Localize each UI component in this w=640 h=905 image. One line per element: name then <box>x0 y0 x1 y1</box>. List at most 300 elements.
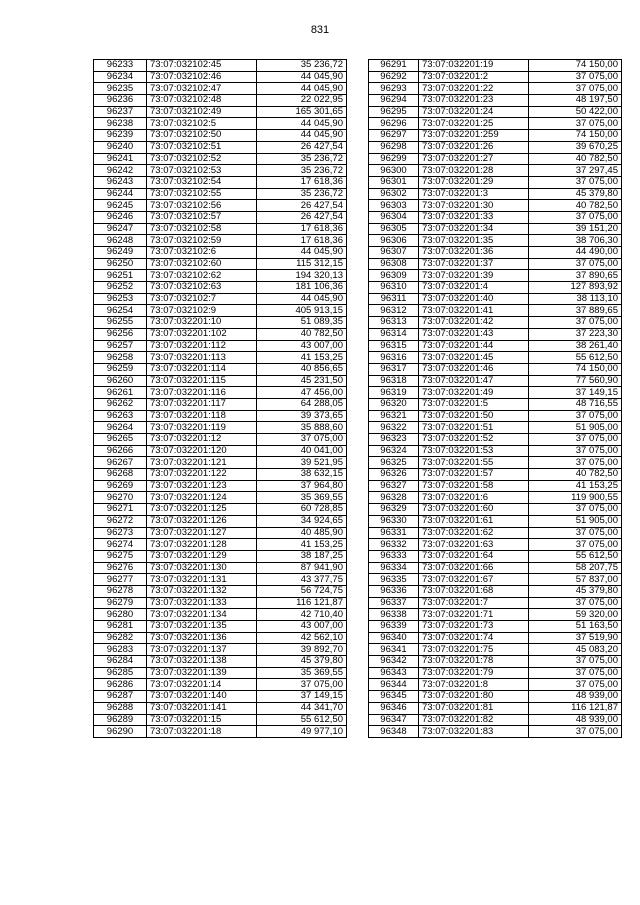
cadastral-number-cell: 73:07:032201:63 <box>419 539 529 551</box>
row-number-cell: 96237 <box>94 106 147 118</box>
amount-cell: 37 075,00 <box>529 539 622 551</box>
row-number-cell: 96300 <box>369 165 419 177</box>
table-row <box>369 597 622 609</box>
amount-cell: 39 892,70 <box>257 644 347 656</box>
row-number-cell: 96324 <box>369 445 419 457</box>
amount-cell: 37 149,15 <box>529 387 622 399</box>
cadastral-number-cell: 73:07:032201:44 <box>419 340 529 352</box>
cadastral-number-cell: 73:07:032201:117 <box>147 398 257 410</box>
amount-cell: 26 427,54 <box>257 200 347 212</box>
table-row <box>94 235 347 247</box>
amount-cell: 38 261,40 <box>529 340 622 352</box>
amount-cell: 44 045,90 <box>257 118 347 130</box>
amount-cell: 50 422,00 <box>529 106 622 118</box>
cadastral-number-cell: 73:07:032201:114 <box>147 363 257 375</box>
row-number-cell: 96330 <box>369 515 419 527</box>
cadastral-number-cell: 73:07:032102:57 <box>147 211 257 223</box>
amount-cell: 40 782,50 <box>529 469 622 481</box>
amount-cell: 38 706,30 <box>529 235 622 247</box>
cadastral-number-cell: 73:07:032201:52 <box>419 434 529 446</box>
cadastral-number-cell: 73:07:032102:51 <box>147 141 257 153</box>
cadastral-number-cell: 73:07:032201:43 <box>419 328 529 340</box>
table-row <box>94 644 347 656</box>
cadastral-number-cell: 73:07:032201:66 <box>419 562 529 574</box>
table-row <box>94 200 347 212</box>
cadastral-number-cell: 73:07:032102:45 <box>147 60 257 72</box>
cadastral-number-cell: 73:07:032102:52 <box>147 153 257 165</box>
table-row <box>369 691 622 703</box>
row-number-cell: 96247 <box>94 223 147 235</box>
cadastral-number-cell: 73:07:032201:74 <box>419 632 529 644</box>
amount-cell: 119 900,55 <box>529 492 622 504</box>
table-row <box>94 480 347 492</box>
table-row <box>369 387 622 399</box>
row-number-cell: 96259 <box>94 363 147 375</box>
cadastral-number-cell: 73:07:032201:79 <box>419 667 529 679</box>
cadastral-number-cell: 73:07:032102:7 <box>147 293 257 305</box>
row-number-cell: 96321 <box>369 410 419 422</box>
amount-cell: 165 301,65 <box>257 106 347 118</box>
row-number-cell: 96252 <box>94 282 147 294</box>
row-number-cell: 96339 <box>369 621 419 633</box>
row-number-cell: 96286 <box>94 679 147 691</box>
row-number-cell: 96263 <box>94 410 147 422</box>
amount-cell: 77 560,90 <box>529 375 622 387</box>
amount-cell: 40 041,00 <box>257 445 347 457</box>
table-row <box>94 679 347 691</box>
page-number: 831 <box>310 24 330 36</box>
amount-cell: 38 113,10 <box>529 293 622 305</box>
amount-cell: 22 022,95 <box>257 95 347 107</box>
table-row <box>369 188 622 200</box>
row-number-cell: 96258 <box>94 352 147 364</box>
amount-cell: 40 782,50 <box>529 200 622 212</box>
amount-cell: 38 187,25 <box>257 550 347 562</box>
cadastral-number-cell: 73:07:032201:113 <box>147 352 257 364</box>
amount-cell: 64 288,05 <box>257 398 347 410</box>
amount-cell: 37 075,00 <box>257 434 347 446</box>
table-row <box>369 469 622 481</box>
row-number-cell: 96345 <box>369 691 419 703</box>
table-row <box>94 340 347 352</box>
table-row <box>369 726 622 738</box>
table-row <box>369 422 622 434</box>
row-number-cell: 96245 <box>94 200 147 212</box>
row-number-cell: 96279 <box>94 597 147 609</box>
table-row <box>369 527 622 539</box>
table-row <box>369 574 622 586</box>
cadastral-number-cell: 73:07:032102:56 <box>147 200 257 212</box>
row-number-cell: 96338 <box>369 609 419 621</box>
table-row <box>369 398 622 410</box>
table-row <box>369 352 622 364</box>
table-row <box>94 714 347 726</box>
amount-cell: 37 075,00 <box>257 679 347 691</box>
cadastral-number-cell: 73:07:032201:62 <box>419 527 529 539</box>
table-row <box>94 656 347 668</box>
row-number-cell: 96323 <box>369 434 419 446</box>
cadastral-number-cell: 73:07:032201:137 <box>147 644 257 656</box>
amount-cell: 37 075,00 <box>529 679 622 691</box>
table-row <box>94 492 347 504</box>
table-row <box>369 258 622 270</box>
cadastral-number-cell: 73:07:032201:25 <box>419 118 529 130</box>
table-row <box>369 445 622 457</box>
amount-cell: 44 045,90 <box>257 130 347 142</box>
amount-cell: 51 905,00 <box>529 422 622 434</box>
cadastral-number-cell: 73:07:032201:39 <box>419 270 529 282</box>
cadastral-number-cell: 73:07:032201:4 <box>419 282 529 294</box>
cadastral-number-cell: 73:07:032201:50 <box>419 410 529 422</box>
row-number-cell: 96275 <box>94 550 147 562</box>
amount-cell: 40 782,50 <box>257 328 347 340</box>
amount-cell: 44 045,90 <box>257 71 347 83</box>
amount-cell: 37 075,00 <box>529 71 622 83</box>
amount-cell: 405 913,15 <box>257 305 347 317</box>
table-row <box>94 574 347 586</box>
table-row <box>94 118 347 130</box>
cadastral-number-cell: 73:07:032201:71 <box>419 609 529 621</box>
cadastral-number-cell: 73:07:032201:36 <box>419 247 529 259</box>
amount-cell: 39 670,25 <box>529 141 622 153</box>
amount-cell: 37 075,00 <box>529 176 622 188</box>
table-row <box>369 667 622 679</box>
table-row <box>369 223 622 235</box>
row-number-cell: 96260 <box>94 375 147 387</box>
cadastral-number-cell: 73:07:032201:61 <box>419 515 529 527</box>
cadastral-number-cell: 73:07:032201:135 <box>147 621 257 633</box>
amount-cell: 37 075,00 <box>529 504 622 516</box>
row-number-cell: 96249 <box>94 247 147 259</box>
cadastral-number-cell: 73:07:032201:73 <box>419 621 529 633</box>
cadastral-number-cell: 73:07:032201:139 <box>147 667 257 679</box>
row-number-cell: 96318 <box>369 375 419 387</box>
row-number-cell: 96340 <box>369 632 419 644</box>
table-row <box>94 293 347 305</box>
cadastral-number-cell: 73:07:032201:28 <box>419 165 529 177</box>
amount-cell: 45 379,80 <box>257 656 347 668</box>
table-row <box>94 609 347 621</box>
row-number-cell: 96281 <box>94 621 147 633</box>
amount-cell: 116 121,87 <box>257 597 347 609</box>
row-number-cell: 96327 <box>369 480 419 492</box>
amount-cell: 51 089,35 <box>257 317 347 329</box>
table-row <box>369 410 622 422</box>
row-number-cell: 96303 <box>369 200 419 212</box>
cadastral-number-cell: 73:07:032201:15 <box>147 714 257 726</box>
row-number-cell: 96283 <box>94 644 147 656</box>
cadastral-number-cell: 73:07:032102:60 <box>147 258 257 270</box>
table-row <box>369 375 622 387</box>
cadastral-number-cell: 73:07:032102:54 <box>147 176 257 188</box>
row-number-cell: 96267 <box>94 457 147 469</box>
amount-cell: 115 312,15 <box>257 258 347 270</box>
cadastral-number-cell: 73:07:032201:60 <box>419 504 529 516</box>
table-row <box>369 165 622 177</box>
table-row <box>369 480 622 492</box>
row-number-cell: 96328 <box>369 492 419 504</box>
amount-cell: 43 007,00 <box>257 621 347 633</box>
cadastral-number-cell: 73:07:032102:62 <box>147 270 257 282</box>
table-row <box>94 60 347 72</box>
table-row <box>94 562 347 574</box>
cadastral-number-cell: 73:07:032201:35 <box>419 235 529 247</box>
row-number-cell: 96255 <box>94 317 147 329</box>
row-number-cell: 96309 <box>369 270 419 282</box>
row-number-cell: 96276 <box>94 562 147 574</box>
amount-cell: 35 369,55 <box>257 492 347 504</box>
table-row <box>369 118 622 130</box>
table-row <box>94 153 347 165</box>
row-number-cell: 96310 <box>369 282 419 294</box>
cadastral-number-cell: 73:07:032201:46 <box>419 363 529 375</box>
amount-cell: 45 379,80 <box>529 585 622 597</box>
row-number-cell: 96296 <box>369 118 419 130</box>
table-row <box>94 71 347 83</box>
table-row <box>369 539 622 551</box>
cadastral-number-cell: 73:07:032102:63 <box>147 282 257 294</box>
table-row <box>369 632 622 644</box>
amount-cell: 74 150,00 <box>529 363 622 375</box>
table-row <box>369 282 622 294</box>
amount-cell: 35 888,60 <box>257 422 347 434</box>
amount-cell: 42 710,40 <box>257 609 347 621</box>
table-row <box>369 270 622 282</box>
amount-cell: 34 924,65 <box>257 515 347 527</box>
table-row <box>369 176 622 188</box>
amount-cell: 56 724,75 <box>257 585 347 597</box>
cadastral-number-cell: 73:07:032201:75 <box>419 644 529 656</box>
amount-cell: 37 075,00 <box>529 258 622 270</box>
row-number-cell: 96246 <box>94 211 147 223</box>
table-row <box>94 702 347 714</box>
cadastral-number-cell: 73:07:032102:49 <box>147 106 257 118</box>
row-number-cell: 96307 <box>369 247 419 259</box>
cadastral-number-cell: 73:07:032102:50 <box>147 130 257 142</box>
amount-cell: 41 153,25 <box>257 352 347 364</box>
table-row <box>94 422 347 434</box>
row-number-cell: 96284 <box>94 656 147 668</box>
table-row <box>369 363 622 375</box>
cadastral-number-cell: 73:07:032201:140 <box>147 691 257 703</box>
row-number-cell: 96250 <box>94 258 147 270</box>
table-row <box>94 585 347 597</box>
table-row <box>94 469 347 481</box>
table-row <box>369 515 622 527</box>
cadastral-number-cell: 73:07:032201:115 <box>147 375 257 387</box>
cadastral-number-cell: 73:07:032201:132 <box>147 585 257 597</box>
cadastral-number-cell: 73:07:032201:138 <box>147 656 257 668</box>
row-number-cell: 96236 <box>94 95 147 107</box>
row-number-cell: 96320 <box>369 398 419 410</box>
table-row <box>94 375 347 387</box>
row-number-cell: 96297 <box>369 130 419 142</box>
cadastral-number-cell: 73:07:032201:136 <box>147 632 257 644</box>
row-number-cell: 96268 <box>94 469 147 481</box>
cadastral-number-cell: 73:07:032201:102 <box>147 328 257 340</box>
table-row <box>369 328 622 340</box>
table-row <box>94 176 347 188</box>
cadastral-number-cell: 73:07:032201:123 <box>147 480 257 492</box>
table-row <box>94 550 347 562</box>
amount-cell: 51 905,00 <box>529 515 622 527</box>
cadastral-number-cell: 73:07:032102:46 <box>147 71 257 83</box>
table-row <box>94 95 347 107</box>
amount-cell: 37 297,45 <box>529 165 622 177</box>
cadastral-number-cell: 73:07:032102:48 <box>147 95 257 107</box>
row-number-cell: 96316 <box>369 352 419 364</box>
table-row <box>94 527 347 539</box>
cadastral-number-cell: 73:07:032201:130 <box>147 562 257 574</box>
amount-cell: 17 618,36 <box>257 223 347 235</box>
amount-cell: 37 075,00 <box>529 457 622 469</box>
row-number-cell: 96289 <box>94 714 147 726</box>
table-row <box>369 305 622 317</box>
table-row <box>369 714 622 726</box>
amount-cell: 48 197,50 <box>529 95 622 107</box>
row-number-cell: 96346 <box>369 702 419 714</box>
amount-cell: 44 045,90 <box>257 293 347 305</box>
amount-cell: 17 618,36 <box>257 235 347 247</box>
row-number-cell: 96239 <box>94 130 147 142</box>
row-number-cell: 96331 <box>369 527 419 539</box>
table-row <box>369 200 622 212</box>
amount-cell: 44 490,00 <box>529 247 622 259</box>
table-row <box>369 656 622 668</box>
cadastral-number-cell: 73:07:032201:23 <box>419 95 529 107</box>
table-row <box>94 258 347 270</box>
table-row <box>94 270 347 282</box>
row-number-cell: 96251 <box>94 270 147 282</box>
cadastral-number-cell: 73:07:032201:119 <box>147 422 257 434</box>
cadastral-number-cell: 73:07:032201:27 <box>419 153 529 165</box>
row-number-cell: 96266 <box>94 445 147 457</box>
amount-cell: 37 075,00 <box>529 434 622 446</box>
amount-cell: 43 377,75 <box>257 574 347 586</box>
table-row <box>94 457 347 469</box>
amount-cell: 57 837,00 <box>529 574 622 586</box>
cadastral-number-cell: 73:07:032201:33 <box>419 211 529 223</box>
amount-cell: 74 150,00 <box>529 60 622 72</box>
amount-cell: 35 236,72 <box>257 165 347 177</box>
cadastral-number-cell: 73:07:032201:8 <box>419 679 529 691</box>
row-number-cell: 96264 <box>94 422 147 434</box>
row-number-cell: 96302 <box>369 188 419 200</box>
cadastral-number-cell: 73:07:032201:122 <box>147 469 257 481</box>
amount-cell: 37 075,00 <box>529 317 622 329</box>
table-row <box>94 211 347 223</box>
amount-cell: 38 632,15 <box>257 469 347 481</box>
amount-cell: 45 379,80 <box>529 188 622 200</box>
row-number-cell: 96341 <box>369 644 419 656</box>
row-number-cell: 96337 <box>369 597 419 609</box>
row-number-cell: 96294 <box>369 95 419 107</box>
cadastral-number-cell: 73:07:032201:126 <box>147 515 257 527</box>
cadastral-number-cell: 73:07:032201:3 <box>419 188 529 200</box>
amount-cell: 74 150,00 <box>529 130 622 142</box>
right-table <box>368 59 622 738</box>
cadastral-number-cell: 73:07:032201:10 <box>147 317 257 329</box>
row-number-cell: 96244 <box>94 188 147 200</box>
amount-cell: 37 075,00 <box>529 656 622 668</box>
row-number-cell: 96291 <box>369 60 419 72</box>
cadastral-number-cell: 73:07:032201:259 <box>419 130 529 142</box>
amount-cell: 44 341,70 <box>257 702 347 714</box>
amount-cell: 40 485,90 <box>257 527 347 539</box>
row-number-cell: 96311 <box>369 293 419 305</box>
cadastral-number-cell: 73:07:032201:47 <box>419 375 529 387</box>
amount-cell: 37 075,00 <box>529 445 622 457</box>
row-number-cell: 96235 <box>94 83 147 95</box>
cadastral-number-cell: 73:07:032201:134 <box>147 609 257 621</box>
table-row <box>369 141 622 153</box>
row-number-cell: 96248 <box>94 235 147 247</box>
row-number-cell: 96305 <box>369 223 419 235</box>
row-number-cell: 96243 <box>94 176 147 188</box>
row-number-cell: 96273 <box>94 527 147 539</box>
cadastral-number-cell: 73:07:032201:5 <box>419 398 529 410</box>
row-number-cell: 96292 <box>369 71 419 83</box>
row-number-cell: 96317 <box>369 363 419 375</box>
cadastral-number-cell: 73:07:032201:141 <box>147 702 257 714</box>
row-number-cell: 96278 <box>94 585 147 597</box>
cadastral-number-cell: 73:07:032201:24 <box>419 106 529 118</box>
table-row <box>94 223 347 235</box>
row-number-cell: 96234 <box>94 71 147 83</box>
table-row <box>94 726 347 738</box>
cadastral-number-cell: 73:07:032201:37 <box>419 258 529 270</box>
amount-cell: 127 893,92 <box>529 282 622 294</box>
cadastral-number-cell: 73:07:032201:116 <box>147 387 257 399</box>
row-number-cell: 96348 <box>369 726 419 738</box>
table-row <box>94 539 347 551</box>
cadastral-number-cell: 73:07:032201:68 <box>419 585 529 597</box>
cadastral-number-cell: 73:07:032201:22 <box>419 83 529 95</box>
row-number-cell: 96319 <box>369 387 419 399</box>
amount-cell: 37 075,00 <box>529 667 622 679</box>
row-number-cell: 96312 <box>369 305 419 317</box>
amount-cell: 48 939,00 <box>529 691 622 703</box>
row-number-cell: 96290 <box>94 726 147 738</box>
row-number-cell: 96269 <box>94 480 147 492</box>
table-row <box>369 585 622 597</box>
amount-cell: 37 075,00 <box>529 527 622 539</box>
table-row <box>369 679 622 691</box>
table-row <box>94 282 347 294</box>
row-number-cell: 96262 <box>94 398 147 410</box>
cadastral-number-cell: 73:07:032201:121 <box>147 457 257 469</box>
cadastral-number-cell: 73:07:032102:55 <box>147 188 257 200</box>
row-number-cell: 96295 <box>369 106 419 118</box>
table-row <box>369 95 622 107</box>
table-row <box>369 153 622 165</box>
table-row <box>94 515 347 527</box>
table-row <box>369 340 622 352</box>
amount-cell: 55 612,50 <box>529 550 622 562</box>
amount-cell: 45 083,20 <box>529 644 622 656</box>
amount-cell: 37 075,00 <box>529 118 622 130</box>
row-number-cell: 96336 <box>369 585 419 597</box>
row-number-cell: 96272 <box>94 515 147 527</box>
amount-cell: 37 890,65 <box>529 270 622 282</box>
amount-cell: 181 106,36 <box>257 282 347 294</box>
amount-cell: 87 941,90 <box>257 562 347 574</box>
cadastral-number-cell: 73:07:032201:49 <box>419 387 529 399</box>
cadastral-number-cell: 73:07:032201:55 <box>419 457 529 469</box>
row-number-cell: 96342 <box>369 656 419 668</box>
cadastral-number-cell: 73:07:032201:41 <box>419 305 529 317</box>
amount-cell: 58 207,75 <box>529 562 622 574</box>
